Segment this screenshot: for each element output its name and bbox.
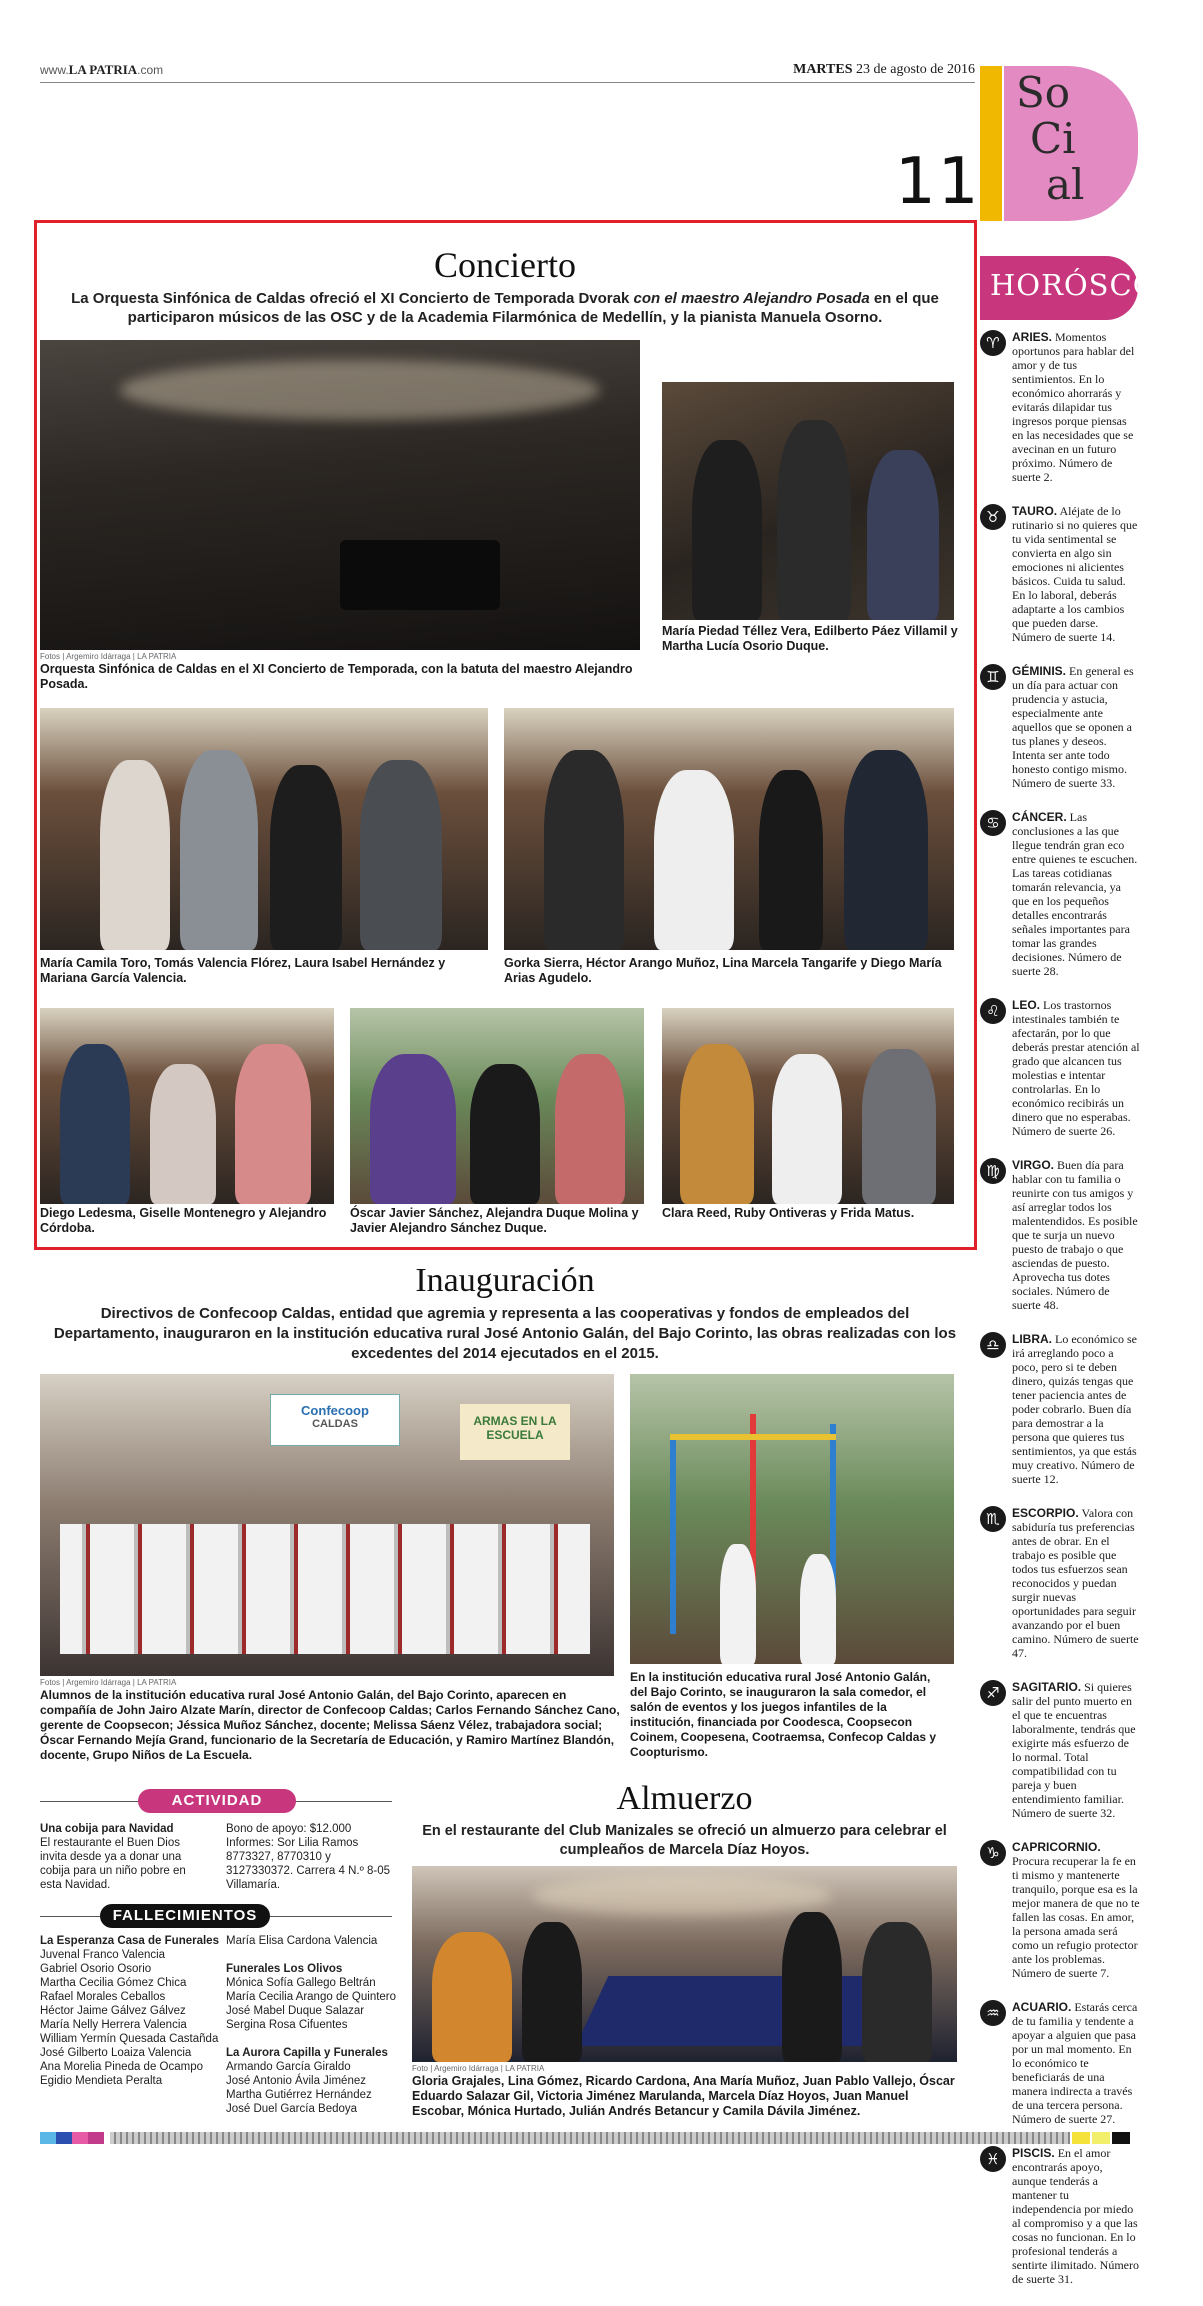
sign-body: Momentos oportunos para hablar del amor y de tus sentimientos. En lo económico ahorrarás y evitarás dilapidar tus ingresos porque piensas en las necesidades que se avecinan en un futuro próximo. Número de suerte 2. (1012, 330, 1135, 484)
sign-body: Lo económico se irá arreglando poco a poco, pero si te deben dinero, quizás tengas que tener paciencia antes de poder cobrarlo. Buen día para demostrar a la persona que quieres tus sentimientos, ya que estás muy creativo. Número de suerte 12. (1012, 1332, 1137, 1486)
sign-body: Valora con sabiduría tus preferencias antes de obrar. En el trabajo es posible que todos tus esfuerzos sean reconocidos y puedan surgir nuevas oportunidades para seguir avanzando por el buen camino. Número de suerte 47. (1012, 1506, 1139, 1660)
horoscope-entry (980, 2000, 1140, 2126)
zodiac-icon: ♐ (980, 1680, 1006, 1706)
inauguracion-subtitle: Directivos de Confecoop Caldas, entidad que agremia y representa a las cooperativas y fondos de empleados del Departamento, inauguraron en la institución educativa rural José Antonio Galán, del Bajo Corinto, las obras realizadas con los excedentes del 2014 ejecutados en el 2015. (53, 1305, 957, 1362)
photo-credit: Fotos | Argemiro Idárraga | LA PATRIA (40, 1678, 177, 1687)
almuerzo-title: Almuerzo (616, 1780, 753, 1817)
photo-caption: Clara Reed, Ruby Ontiveras y Frida Matus. (662, 1206, 915, 1220)
photo-caption: Diego Ledesma, Giselle Montenegro y Alejandro Córdoba. (40, 1206, 327, 1235)
horoscope-entry (980, 664, 1140, 790)
header-divider (40, 82, 975, 83)
children-crowd (60, 1524, 590, 1654)
confecoop-banner: Confecoop CALDAS (270, 1394, 400, 1446)
obituary-name: Juvenal Franco Valencia (40, 1949, 166, 1961)
obituary-name: Gabriel Osorio Osorio (40, 1963, 152, 1975)
print-color-bar (1112, 2132, 1130, 2144)
zodiac-icon: ♓ (980, 2146, 1006, 2172)
issue-date: MARTES 23 de agosto de 2016 (793, 62, 975, 77)
photo-credit: Foto | Argemiro Idárraga | LA PATRIA (412, 2064, 545, 2073)
inauguracion-title: Inauguración (415, 1262, 595, 1299)
horoscope-text (980, 1680, 1140, 1820)
horoscope-entry (980, 1840, 1140, 1980)
page-header (40, 62, 975, 78)
obituary-name: Sergina Rosa Cifuentes (226, 2019, 348, 2031)
sign-name: GÉMINIS. (1012, 664, 1067, 678)
actividad-details: Bono de apoyo: $12.000 Informes: Sor Lilia Ramos 8773327, 8770310 y 3127330372. Carrera 4 N.º 8-05 Villamaría. (226, 1823, 391, 1891)
site-name: www.LA PATRIA.com (40, 62, 164, 77)
obituary-name: José Duel García Bedoya (226, 2103, 358, 2115)
sign-name: LIBRA. (1012, 1332, 1052, 1346)
horoscope-text (980, 1840, 1140, 1980)
zodiac-icon: ♒ (980, 2000, 1006, 2026)
print-color-bar (88, 2132, 104, 2144)
obituary-name: Ana Morelia Pineda de Ocampo (40, 2061, 204, 2073)
sign-body: Buen día para hablar con tu familia o reunirte con tus amigos y así arreglar todos los malentendidos. Es posible que te surja un nuevo puesto de trabajo o que asciendas de puesto. Aprovecha tus dotes sociales. Número de suerte 48. (1012, 1158, 1138, 1312)
photo-caption: Gorka Sierra, Héctor Arango Muñoz, Lina Marcela Tangarife y Diego María Arias Agudelo. (504, 956, 942, 985)
section-color-bar (980, 66, 1002, 221)
photo-caption: En la institución educativa rural José Antonio Galán, del Bajo Corinto, se inauguraron la sala comedor, el salón de eventos y los juegos infantiles de la institución, financiada por Coodesca, Coopsecon Coinem, Coopesena, Cootraemsa, Confecop Caldas y Coopturismo. (630, 1670, 937, 1759)
photo-orchestra (40, 340, 640, 650)
zodiac-icon: ♑ (980, 1840, 1006, 1866)
zodiac-icon: ♌ (980, 998, 1006, 1024)
photo-lunch-table (412, 1866, 957, 2062)
zodiac-icon: ♋ (980, 810, 1006, 836)
horoscope-text (980, 998, 1140, 1138)
zodiac-icon: ♈ (980, 330, 1006, 356)
sign-body: En general es un día para actuar con prudencia y astucia, especialmente ante aquellos que se oponen a tus planes y deseos. Intenta ser ante todo honesto contigo mismo. Número de suerte 33. (1012, 664, 1134, 790)
horoscope-entry (980, 504, 1140, 644)
horoscope-banner: HORÓSCOPO (980, 256, 1138, 320)
sign-name: SAGITARIO. (1012, 1680, 1082, 1694)
horoscope-text (980, 2146, 1140, 2286)
photo-trio-2 (40, 1008, 334, 1204)
obituary-name: José Mabel Duque Salazar (226, 2005, 365, 2017)
photo-caption: Alumnos de la institución educativa rural José Antonio Galán, del Bajo Corinto, aparecen en compañía de John Jairo Alzate Marín, director de Confecoop Caldas; Carlos Fernando Sánchez Cano, gerente de Coopsecon; Jéssica Muñoz Sánchez, docente; Melissa Sáenz Vélez, trabajadora social; Óscar Fernando Mejía Grand, funcionario de la Secretaría de Educación, y Ramiro Martínez Blandón, docente, Grupo Niños de La Escuela. (40, 1688, 620, 1762)
sign-body: Las conclusiones a las que llegue tendrán gran eco entre quienes te escuchen. Las tareas cotidianas tomarán relevancia, ya que en los pequeños detalles encontrarás señales importantes para tomar las grandes decisiones. Número de suerte 28. (1012, 810, 1138, 978)
concierto-title: Concierto (434, 245, 576, 285)
obituary-name: Egidio Mendieta Peralta (40, 2075, 163, 2087)
horoscope-entry (980, 810, 1140, 978)
horoscope-column (980, 330, 1140, 2306)
photo-caption: María Camila Toro, Tomás Valencia Flórez, Laura Isabel Hernández y Mariana García Valencia. (40, 956, 446, 985)
section-logo-text: So Ci al (1016, 68, 1085, 209)
obituary-name: José Antonio Ávila Jiménez (226, 2075, 366, 2087)
sign-body: Estarás cerca de tu familia y tendente a apoyar a alguien que pasa por un mal momento. En lo económico te beneficiarás de una manera indirecta a través de una tercera persona. Número de suerte 27. (1012, 2000, 1138, 2126)
horoscope-text (980, 1332, 1140, 1486)
obituary-name: María Cecilia Arango de Quintero (226, 1991, 397, 2003)
photo-trio-4 (662, 1008, 954, 1204)
obituary-name: Martha Cecilia Gómez Chica (40, 1977, 187, 1989)
photo-group-four (504, 708, 954, 950)
zodiac-icon: ♊ (980, 664, 1006, 690)
horoscope-text (980, 504, 1140, 644)
photo-caption: Orquesta Sinfónica de Caldas en el XI Concierto de Temporada, con la batuta del maestro Alejandro Posada. (40, 662, 633, 691)
actividad-banner: ACTIVIDAD (138, 1789, 296, 1813)
print-color-bar (40, 2132, 56, 2144)
horoscope-entry (980, 1680, 1140, 1820)
sign-name: ESCORPIO. (1012, 1506, 1079, 1520)
print-color-bar (72, 2132, 88, 2144)
print-color-bar (1092, 2132, 1110, 2144)
horoscope-text (980, 1506, 1140, 1660)
photo-playground (630, 1374, 954, 1664)
zodiac-icon: ♍ (980, 1158, 1006, 1184)
fallecimientos-col2: María Elisa Cardona Valencia Funerales Los Olivos Mónica Sofía Gallego Beltrán María Cecilia Arango de Quintero José Mabel Duque Salazar Sergina Rosa Cifuentes La Aurora Capilla y Funerales Armando García Giraldo José Antonio Ávila Jiménez Martha Gutiérrez Hernández José Duel García Bedoya (226, 1934, 406, 2116)
sign-name: LEO. (1012, 998, 1041, 1012)
obituary-name: Martha Gutiérrez Hernández (226, 2089, 372, 2101)
sign-body: Procura recuperar la fe en ti mismo y mantenerte tranquilo, porque esa es la mejor manera de que no te fallen las cosas. En amor, la persona amada será como un refugio protector ante los problemas. Número de suerte 7. (1012, 1854, 1140, 1980)
print-color-bar (1072, 2132, 1090, 2144)
horoscope-entry (980, 1158, 1140, 1312)
obituary-name: Rafael Morales Ceballos (40, 1991, 166, 2003)
sign-name: PISCIS. (1012, 2146, 1055, 2160)
sign-body: Si quieres salir del punto muerto en el que te encuentras laboralmente, tendrás que exigirte más esfuerzo de lo normal. Total compatibilidad con tu pareja y buen entendimiento familiar. Número de suerte 32. (1012, 1680, 1136, 1820)
almuerzo-subtitle: En el restaurante del Club Manizales se ofreció un almuerzo para celebrar el cumpleaños de Marcela Díaz Hoyos. (422, 1823, 947, 1858)
sign-name: VIRGO. (1012, 1158, 1055, 1172)
sign-name: TAURO. (1012, 504, 1058, 518)
zodiac-icon: ♉ (980, 504, 1006, 530)
photo-caption: María Piedad Téllez Vera, Edilberto Páez Villamil y Martha Lucía Osorio Duque. (662, 624, 958, 653)
school-sign: ARMAS EN LA ESCUELA (460, 1404, 570, 1460)
photo-credit: Fotos | Argemiro Idárraga | LA PATRIA (40, 652, 177, 661)
obituary-name: William Yermín Quesada Castañda (40, 2033, 219, 2045)
horoscope-entry (980, 1506, 1140, 1660)
horoscope-entry (980, 330, 1140, 484)
sign-name: ACUARIO. (1012, 2000, 1072, 2014)
sign-body: En el amor encontrarás apoyo, aunque tenderás a mantener tu independencia por miedo al compromiso y a que las cosas no funcionan. En lo profesional tenderás a sentirte ilimitado. Número de suerte 31. (1012, 2146, 1139, 2286)
photo-caption: Gloria Grajales, Lina Gómez, Ricardo Cardona, Ana María Muñoz, Juan Pablo Vallejo, Óscar Eduardo Salazar Gil, Victoria Jiménez Marulanda, Marcela Díaz Hoyos, Juan Manuel Escobar, Mónica Hurtado, Julián Andrés Betancur y Camila Dávila Jiménez. (412, 2074, 955, 2118)
obituary-name: Mónica Sofía Gallego Beltrán (226, 1977, 376, 1989)
photo-trio-1 (662, 382, 954, 620)
obituary-name: José Gilberto Loaiza Valencia (40, 2047, 192, 2059)
sign-body: Los trastornos intestinales también te afectarán, por lo que deberás prestar atención al grado que alcancen tus molestias e intentar controlarlas. En lo económico recibirás un dinero que no esperabas. Número de suerte 26. (1012, 998, 1140, 1138)
obituary-name: Héctor Jaime Gálvez Gálvez (40, 2005, 186, 2017)
sign-body: Aléjate de lo rutinario si no quieres que tu vida sentimental se convierta en algo sin emociones ni alicientes básicos. Cuida tu salud. En lo laboral, deberás adaptarte a los cambios que pueden darse. Número de suerte 14. (1012, 504, 1138, 644)
horoscope-text (980, 1158, 1140, 1312)
horoscope-text (980, 330, 1140, 484)
zodiac-icon: ♏ (980, 1506, 1006, 1532)
horoscope-entry (980, 2146, 1140, 2286)
photo-group-young (40, 708, 488, 950)
actividad-notice: Una cobija para Navidad El restaurante el Buen Dios invita desde ya a donar una cobija para un niño pobre en esta Navidad. (40, 1823, 186, 1891)
horoscope-text (980, 810, 1140, 978)
print-color-bar (56, 2132, 72, 2144)
sign-name: ARIES. (1012, 330, 1053, 344)
obituary-name: María Nelly Herrera Valencia (40, 2019, 187, 2031)
page-number: 11 (895, 145, 981, 219)
photo-trio-3 (350, 1008, 644, 1204)
obituary-name: Armando García Giraldo (226, 2061, 351, 2073)
sign-name: CAPRICORNIO. (1012, 1840, 1101, 1854)
sign-name: CÁNCER. (1012, 810, 1067, 824)
photo-caption: Óscar Javier Sánchez, Alejandra Duque Molina y Javier Alejandro Sánchez Duque. (350, 1206, 639, 1235)
photo-school-group (40, 1374, 614, 1676)
zodiac-icon: ♎ (980, 1332, 1006, 1358)
fallecimientos-banner: FALLECIMIENTOS (100, 1904, 270, 1928)
fallecimientos-col1: La Esperanza Casa de Funerales Juvenal Franco Valencia Gabriel Osorio Osorio Martha Cecilia Gómez Chica Rafael Morales Ceballos Héctor Jaime Gálvez Gálvez María Nelly Herrera Valencia William Yermín Quesada Castañda José Gilberto Loaiza Valencia Ana Morelia Pineda de Ocampo Egidio Mendieta Peralta (40, 1935, 219, 2087)
section-logo-social (980, 66, 1138, 221)
print-gray-scale (110, 2132, 1070, 2144)
horoscope-entry (980, 998, 1140, 1138)
horoscope-entry (980, 1332, 1140, 1486)
concierto-subtitle: La Orquesta Sinfónica de Caldas ofreció el XI Concierto de Temporada Dvorak con el maestro Alejandro Posada en el que participaron músicos de las OSC y de la Academia Filarmónica de Medellín, y la pianista Manuela Osorno. (71, 290, 939, 326)
